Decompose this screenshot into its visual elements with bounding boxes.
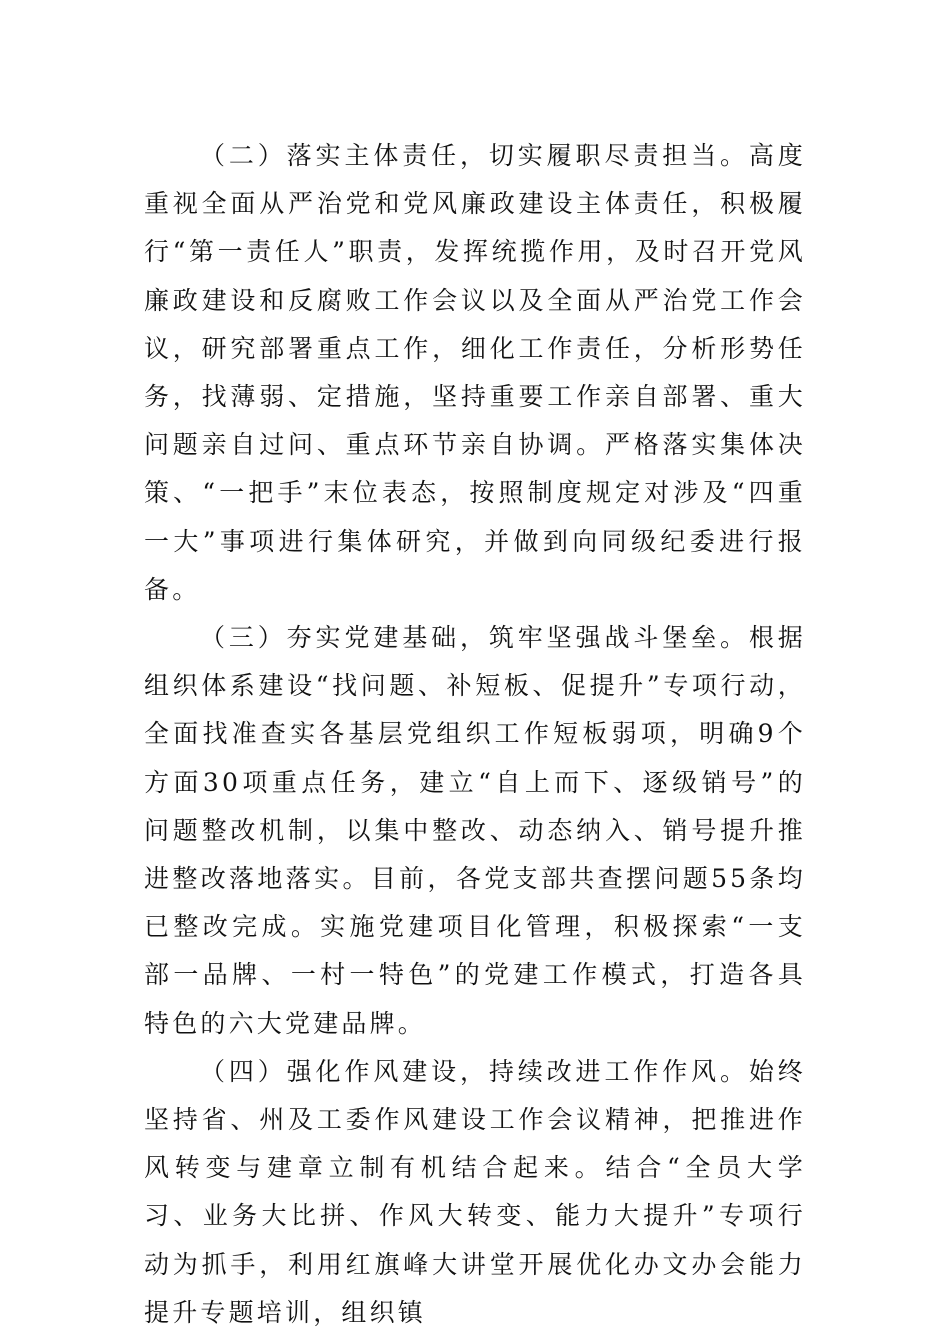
paragraph-2-body: 高度重视全面从严治党和党风廉政建设主体责任，积极履行“第一责任人”职责，发挥统揽作用，及时召开党风廉政建设和反腐败工作会议以及全面从严治党工作会议，研究部署重点工作，细化工作责任，分析形势任务，找薄弱、定措施，坚持重要工作亲自部署、重大问题亲自过问、重点环节亲自协调。严格落实集体决策、“一把手”末位表态，按照制度规定对涉及“四重一大”事项进行集体研究，并做到向同级纪委进行报备。	[144, 141, 806, 604]
paragraph-3-heading: （三）夯实党建基础，筑牢坚强战斗堡垒。	[200, 623, 749, 653]
document-body	[144, 132, 806, 1337]
paragraph-4-body: 始终坚持省、州及工委作风建设工作会议精神，把推进作风转变与建章立制有机结合起来。结合“全员大学习、业务大比拼、作风大转变、能力大提升”专项行动为抓手，利用红旗峰大讲堂开展优化办文办会能力提升专题培训，组织镇	[144, 1056, 806, 1327]
paragraph-4-heading: （四）强化作风建设，持续改进工作作风。	[200, 1056, 749, 1086]
paragraph-2-heading: （二）落实主体责任，切实履职尽责担当。	[200, 141, 749, 170]
paragraph-3-body: 根据组织体系建设“找问题、补短板、促提升”专项行动，全面找准查实各基层党组织工作短板弱项，明确9个方面30项重点任务，建立“自上而下、逐级销号”的问题整改机制，以集中整改、动态纳入、销号提升推进整改落地落实。目前，各党支部共查摆问题55条均已整改完成。实施党建项目化管理，积极探索“一支部一品牌、一村一特色”的党建工作模式，打造各具特色的六大党建品牌。	[144, 623, 806, 1038]
paragraph-3	[144, 614, 806, 1048]
paragraph-4	[144, 1048, 806, 1337]
paragraph-2	[144, 132, 806, 614]
